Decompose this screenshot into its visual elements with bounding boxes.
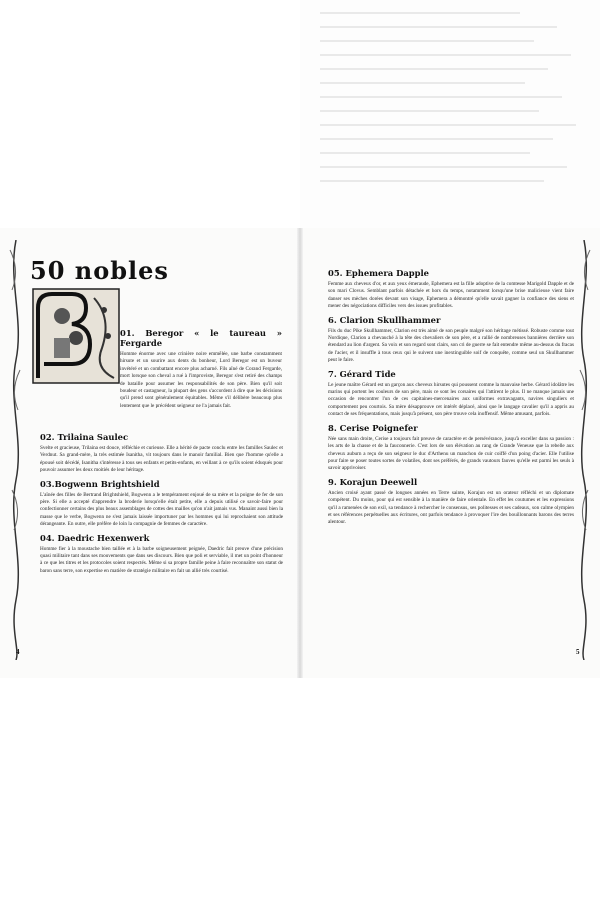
ghost-text-line [320,54,571,56]
ghost-text-line [320,40,534,42]
ghost-text-line [320,110,539,112]
entry-heading: 6. Clarion Skullhammer [328,314,441,325]
left-entries [40,428,283,578]
entry-text: Homme fier à la moustache bien taillée et à la barbe soigneusement peignée, Daedric fait preuve d'une précision quasi militaire tant dans ses mouvements que dans ses discours. Bien que poli et serviable, il met un point d'honneur à ce que les titres et les protocoles soient respectés. Même si sa propre famille peine à faire reconnaître son statut de baron sans terre, son expertise en matière de stratégie militaire en fait un allié très courtisé. [40,545,283,574]
ghost-text-line [320,124,576,126]
ghost-text-line [320,12,520,14]
ghost-text-line [320,82,525,84]
entry-text: Homme énorme avec une crinière noire emmêlée, une barbe constamment hirsute et un sourire aux dents du bonheur, Lord Beregor est un buveur invétéré et un combattant encore plus acharné. Fils aîné de Corand Fergarde, mort lorsque son cheval a rué à l'improviste, Beregor s'est retiré des champs de bataille pour assumer les responsabilités de son père. Bien qu'il soit boudeur et castagneur, la plupart des gens s'accordent à dire que les décisions qu'il prend sont généralement équitables. Même s'il délibère beaucoup plus lentement que le précédent seigneur ne l'a jamais fait. [120,351,282,409]
left-page [0,228,300,678]
entry-text: Svelte et gracieuse, Trilaina est douce, réfléchie et curieuse. Elle a hérité de pacte conclu entre les familles Saulec et Verdnut. Sa grand-mère, la très estimée Isanitha, vit toujours dans le manoir familial. Bien que l'homme qu'elle a épousé soit décédé, Isanitha s'intéresse à tous ses enfants et petits-enfants, en veillant à ce qu'ils soient éduqués pour pouvoir assumer les deux moitiés de leur héritage. [40,445,283,474]
ghost-text-line [320,26,557,28]
entry-text: Fils du duc Pike Skullhammer, Clarion est très aimé de son peuple malgré son héritage métissé. Robuste comme tout Nordique, Clarion a chevauché à la tête des chevaliers de son père, et a rallié de nombreuses bannières derrière son étendard au lion d'argent. Sa voix et son regard sont clairs, son cri de guerre se fait entendre même au-dessus du fracas de l'acier, et il insuffle à tous ceux qui le suivent une inextinguible soif de conquête, comme seul un Skullhammer peut le faire. [328,327,574,364]
left-entry-1 [120,324,282,413]
page-number: 5 [576,648,580,656]
entry-heading: 04. Daedric Hexenwerk [40,532,150,543]
next-page-bleed [300,0,600,228]
right-entries [328,264,574,530]
ghost-text-line [320,68,548,70]
ghost-text-line [320,138,553,140]
entry-text: Le jeune maître Gérard est un garçon aux cheveux hirsutes qui poussent comme la mauvaise herbe. Gérard idolâtre les marins qui portent les couleurs de son père, mais ce sont les corsaires qui l'attirent le plus. Il ne manque jamais une occasion de rencontrer l'un de ces capitaines-mercenaires aux uniformes extravagants, navires singuliers et comportement peu courtois. Sa mère désapprouve cet intérêt déplacé, ainsi que le langage cavalier qu'il a appris au contact de ses fréquentations, mais jusqu'à présent, son père trouve cela inoffensif. Même amusant, parfois. [328,381,574,418]
entry-text: Ancien croisé ayant passé de longues années en Terre sainte, Korajun est un orateur réfléchi et un diplomate compétent. Du moins, pour qui est sensible à la manière de faire orientale. En effet les coutumes et les expressions qu'il a ramenées de son exil, sa tendance à rechercher le consensus, ses politesses et ses cadeaux, son calme olympien et ses références perpétuelles aux écritures, ont parfois tendance à provoquer l'ire des bouillonnants barons des terres alentour. [328,489,574,526]
entry-text: Née sans main droite, Cerise a toujours fait preuve de caractère et de persévérance, jusqu'à exceller dans sa passion : les arts de la chasse et de la fauconnerie. C'est lors de son élévation au rang de Grande Veneuse que la rebelle aux cheveux auburn a reçu de son seigneur le duc d'Arthenu un manchon de cuir coiffé d'un poing d'acier. Elle l'utilise pour faire se poser toutes sortes de volatiles, dont ses préférés, de grands vautours fauves qu'elle est parmi les seuls à savoir apprivoiser. [328,435,574,472]
entry-text: L'aînée des filles de Bertrand Brightshield, Bogwenn a le tempérament enjoué de sa mère et la poigne de fer de son père. Si elle a accepté d'apprendre la broderie lorsqu'elle était petite, elle a depuis utilisé ce savoir-faire pour confectionner certains des plus beaux assemblages de cottes des mailles qu'on n'ait jamais vus. Manaint aussi bien la masse que le verbe, Bogwenn ne s'est jamais laissée importuner par les hommes qui lui reprochaient son attitude dérangeante. En outre, elle préfère de loin la compagnie de femmes de caractère. [40,491,283,528]
left-ornamental-border [6,240,26,660]
ghost-text-line [320,96,562,98]
ghost-text-line [320,166,567,168]
entry-heading: 8. Cerise Poignefer [328,422,418,433]
page-title: 50 nobles [30,256,169,285]
entry-heading: 05. Ephemera Dapple [328,268,429,278]
ghost-text-line [320,180,544,182]
entry-text: Femme aux cheveux d'or, et aux yeux émeraude, Ephemera est la fille adoptive de la comtesse Marigold Dapple et de son mari Clovus. Semblant parfois détachée et hors du temps, notamment lorsqu'une brise malicieuse vient faire danser ses mèches dorées devant son visage, Ephemera a démontré qu'elle savait gagner la confiance des siens et mener des négociations difficiles vers des issues profitables. [328,281,574,310]
book-spread [0,228,600,678]
illuminated-initial-illustration [32,288,120,384]
entry-heading: 03.Bogwenn Brightshield [40,478,160,489]
page-number: 4 [16,648,20,656]
ghost-text-line [320,152,530,154]
entry-heading: 02. Trilaina Saulec [40,432,129,442]
entry-heading: 9. Korajun Deewell [328,476,418,487]
entry-heading: 7. Gérard Tide [328,368,396,379]
right-page [300,228,600,678]
right-ornamental-border [574,240,594,660]
entry-heading: 01. Beregor « le taureau » Fergarde [120,328,282,348]
